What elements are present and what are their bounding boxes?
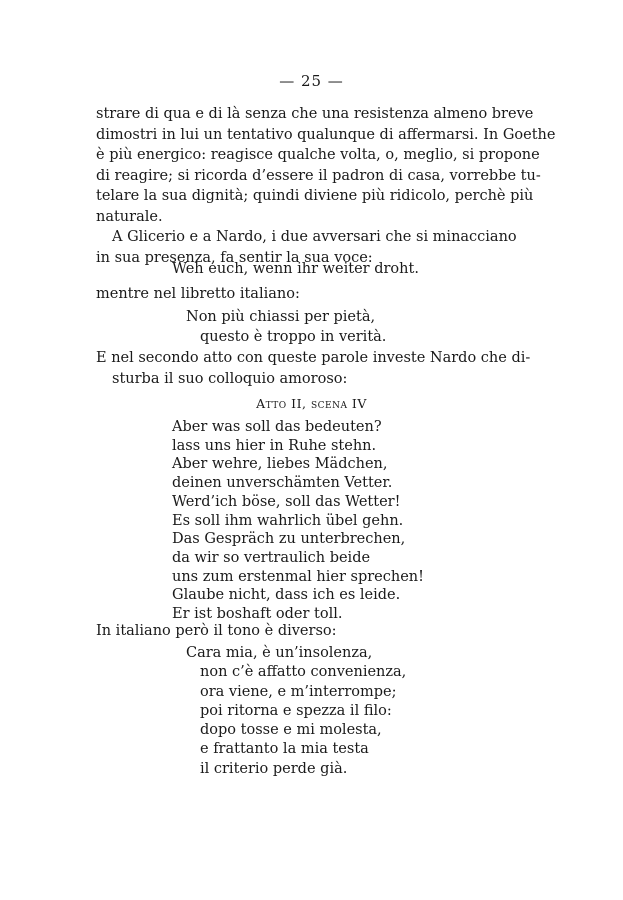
verse-line: poi ritorna e spezza il filo: [200, 702, 392, 719]
verse-line: Aber wehre, liebes Mädchen, [172, 456, 388, 473]
text-line: telare la sua dignità; quindi diviene più ridicolo, perchè più [96, 188, 534, 204]
verse-line: Weh euch, wenn ihr weiter droht. [172, 261, 419, 277]
verse-line: lass uns hier in Ruhe stehn. [172, 437, 377, 454]
text-line: E nel secondo atto con queste parole investe Nardo che di- [96, 350, 531, 366]
verse-line: il criterio perde già. [200, 760, 348, 777]
paragraph-1 [96, 104, 556, 227]
text-line: naturale. [96, 208, 163, 225]
text-line: è più energico: reagisce qualche volta, o, meglio, si propone [96, 147, 540, 163]
page-number: — 25 — [279, 72, 344, 90]
paragraph-5 [96, 621, 516, 642]
verse-line: da wir so vertraulich beide [172, 549, 371, 566]
italian-verse [186, 644, 406, 779]
act-heading-text: Atto II, scena IV [256, 396, 367, 411]
act-heading [0, 396, 623, 411]
verse-line: dopo tosse e mi molesta, [200, 722, 382, 739]
verse-line: deinen unverschämten Vetter. [172, 475, 393, 492]
paragraph-4 [96, 348, 531, 389]
text-line: strare di qua e di là senza che una resistenza almeno breve [96, 106, 534, 122]
italian-verse-indented [186, 663, 406, 779]
verse-line: e frattanto la mia testa [200, 741, 369, 758]
verse-line: Er ist boshaft oder toll. [172, 606, 343, 623]
verse-line: Aber was soll das bedeuten? [172, 419, 382, 435]
text-line: mentre nel libretto italiano: [96, 286, 300, 302]
verse-line: Es soll ihm wahrlich übel gehn. [172, 512, 404, 529]
text-line: A Glicerio e a Nardo, i due avversari che si minacciano [112, 229, 517, 245]
text-line: In italiano però il tono è diverso: [96, 623, 337, 639]
paragraph-3 [96, 284, 516, 305]
verse-line: Werd’ich böse, soll das Wetter! [172, 493, 401, 510]
quote-german-1 [172, 259, 419, 279]
german-verse [172, 418, 424, 624]
text-line: di reagire; si ricorda d’essere il padron di casa, vorrebbe tu- [96, 167, 541, 184]
verse-line: Non più chiassi per pietà, [186, 309, 376, 325]
text-line: in sua presenza, fa sentir la sua voce: [96, 249, 373, 266]
verse-line: Cara mia, è un’insolenza, [186, 645, 373, 661]
text-line: sturba il suo colloquio amoroso: [112, 370, 348, 387]
quote-italian-1 [186, 307, 386, 347]
verse-line: non c’è affatto convenienza, [200, 664, 407, 681]
verse-line: uns zum erstenmal hier sprechen! [172, 568, 424, 585]
verse-line: questo è troppo in verità. [200, 329, 387, 345]
verse-line: ora viene, e m’interrompe; [200, 683, 397, 700]
verse-line: Glaube nicht, dass ich es leide. [172, 587, 401, 604]
verse-line: Das Gespräch zu unterbrechen, [172, 531, 406, 548]
text-line: dimostri in lui un tentativo qualunque di affermarsi. In Goethe [96, 126, 556, 143]
